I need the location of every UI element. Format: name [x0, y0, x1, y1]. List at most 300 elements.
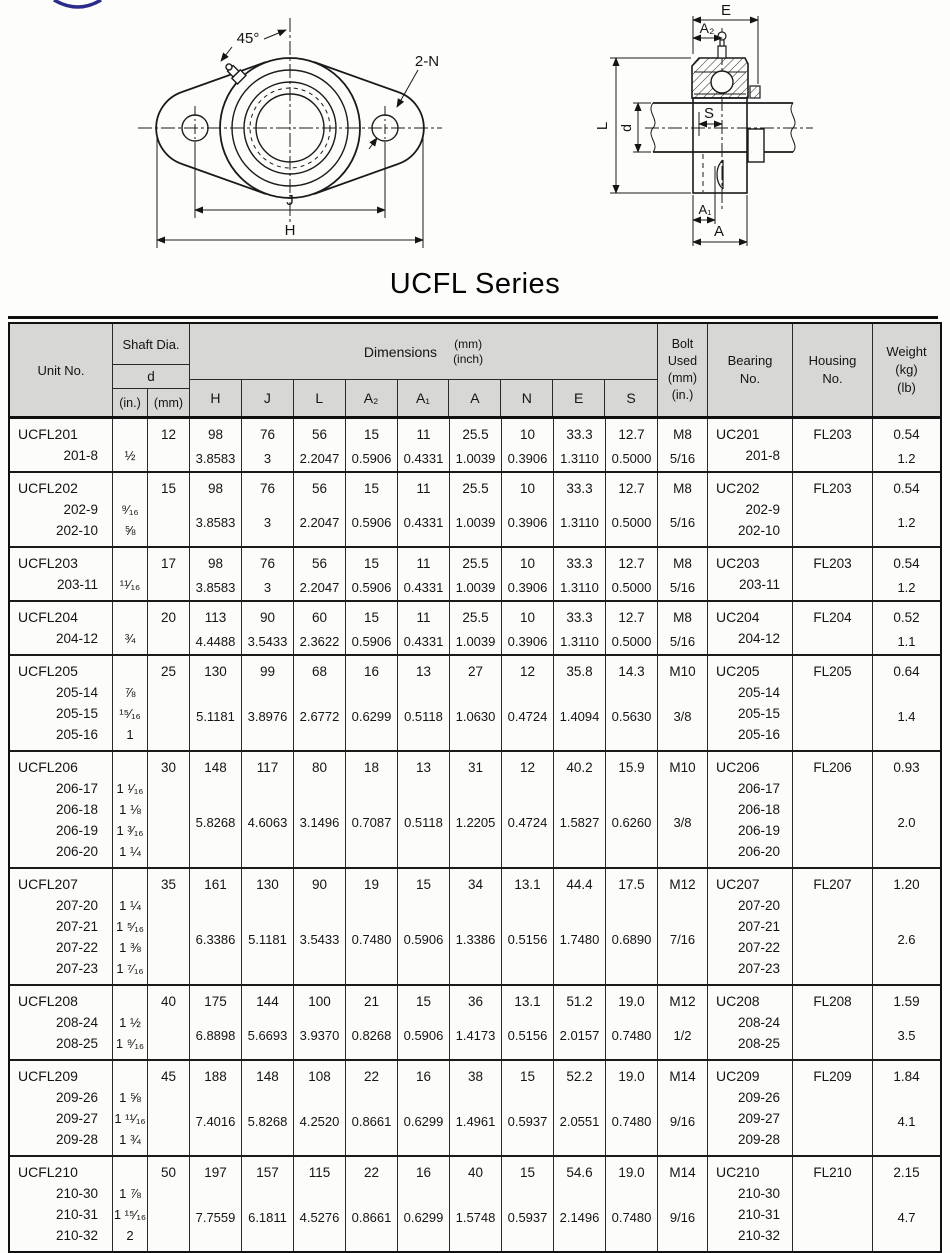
table-body	[10, 419, 940, 1251]
header-col-E: E	[553, 380, 605, 416]
dim-mm-value: 80	[311, 760, 328, 775]
unit-no-line: UCFL206	[18, 759, 78, 775]
cell-dim-A	[450, 656, 502, 750]
header-shaft-dia	[113, 324, 190, 416]
cell-unit-no	[10, 1157, 113, 1251]
header-bolt-line: (mm)	[667, 371, 698, 385]
cell-dim-N	[502, 1061, 554, 1155]
bearing-no-line: 203-11	[738, 577, 780, 592]
dim-inch-value: 0.8661	[351, 1209, 392, 1225]
dim-inch-value: 0.5000	[611, 579, 652, 595]
cell-dim-L	[294, 602, 346, 654]
dim-mm-value: 117	[256, 760, 279, 775]
cell-dim-L	[294, 986, 346, 1059]
bearing-no-line: UC210	[716, 1164, 760, 1180]
dim-inch-value: 1.4094	[559, 708, 600, 724]
dim-mm-value: 19	[363, 877, 380, 892]
dim-inch-value: 1.3110	[560, 450, 599, 466]
dim-mm-value: 12	[519, 664, 536, 679]
cell-dim-L	[294, 869, 346, 984]
dim-inch-value: 3.5433	[247, 633, 288, 649]
dim-l-label: L	[594, 121, 611, 131]
bearing-no-line: 207-22	[737, 940, 780, 955]
dim-mm-value: 161	[204, 877, 227, 892]
dim-inch-value: 2.2047	[299, 450, 340, 466]
cell-dim-A₁	[398, 548, 450, 600]
cell-dim-A	[450, 419, 502, 471]
dim-mm-value: 15	[363, 556, 380, 571]
shaft-in-value: ⅝	[124, 523, 136, 538]
bolt-mm-value: M10	[669, 760, 696, 775]
bolt-in-value: 5/16	[669, 633, 696, 649]
weight-kg-value: 2.15	[893, 1165, 920, 1180]
side-view-drawing	[595, 2, 925, 268]
cell-dim-N	[502, 419, 554, 471]
shaft-mm-value: 50	[160, 1165, 177, 1180]
shaft-in-value: 1 ¹⁵⁄₁₆	[113, 1207, 147, 1222]
dim-inch-value: 0.7480	[611, 1028, 652, 1043]
unit-no-line: UCFL204	[18, 609, 78, 625]
dim-mm-value: 40.2	[566, 760, 593, 775]
dim-inch-value: 2.2047	[299, 579, 340, 595]
cell-dim-S	[606, 548, 658, 600]
shaft-in-value	[113, 874, 147, 895]
cell-dim-S	[606, 1061, 658, 1155]
housing-no-value: FL209	[813, 1069, 852, 1084]
unit-no-line: 206-20	[55, 844, 98, 859]
dim-mm-value: 13.1	[514, 994, 541, 1009]
table-row	[10, 419, 940, 471]
cell-bearing-no	[708, 419, 793, 471]
dim-inch-value: 0.6299	[403, 1113, 444, 1129]
dim-mm-value: 19.0	[618, 1165, 645, 1180]
dim-inch-value: 5.1181	[196, 708, 235, 724]
dim-a-label: A	[713, 223, 725, 240]
cell-shaft-mm	[148, 419, 190, 471]
header-bolt-line: (in.)	[671, 388, 694, 402]
dim-inch-value: 0.3906	[507, 450, 548, 466]
cell-dim-J	[242, 1157, 294, 1251]
cell-dim-J	[242, 986, 294, 1059]
cell-dim-N	[502, 869, 554, 984]
shaft-mm-value: 40	[160, 994, 177, 1009]
bearing-no-line: 206-17	[737, 781, 780, 796]
cell-dim-L	[294, 548, 346, 600]
header-bolt-used	[658, 324, 708, 416]
table-row	[10, 867, 940, 984]
dim-inch-value: 2.0157	[559, 1028, 600, 1043]
shaft-in-value: 1 ¾	[119, 1132, 141, 1147]
dim-inch-value: 2.3622	[299, 633, 340, 649]
header-bolt-line: Bolt	[671, 337, 694, 351]
cell-dim-H	[190, 986, 242, 1059]
dim-mm-value: 188	[204, 1069, 227, 1084]
unit-no-line: 207-22	[55, 940, 98, 955]
bolt-mm-value: M12	[669, 994, 696, 1009]
bolt-mm-value: M12	[669, 877, 696, 892]
dim-inch-value: 0.7480	[351, 932, 392, 947]
cell-dim-N	[502, 548, 554, 600]
bearing-no-line: UC203	[716, 555, 760, 571]
unit-no-line: 209-28	[55, 1132, 98, 1147]
dim-inch-value: 0.6299	[403, 1209, 444, 1225]
cell-bolt-used	[658, 602, 708, 654]
table-row	[10, 654, 940, 750]
cell-shaft-mm	[148, 1157, 190, 1251]
bolt-mm-value: M8	[673, 610, 692, 625]
cell-dim-E	[554, 986, 606, 1059]
bearing-no-line: UC201	[716, 426, 760, 442]
dim-mm-value: 12.7	[618, 427, 645, 442]
weight-lb-value: 1.2	[897, 450, 916, 466]
dim-mm-value: 54.6	[566, 1165, 593, 1180]
shaft-mm-value: 15	[160, 481, 177, 496]
cell-shaft-mm	[148, 1061, 190, 1155]
dim-inch-value: 0.5906	[351, 579, 392, 595]
weight-kg-value: 0.64	[893, 664, 920, 679]
housing-no-value: FL210	[813, 1165, 852, 1180]
cell-shaft-mm	[148, 602, 190, 654]
cell-dim-A₁	[398, 602, 450, 654]
shaft-mm-value: 35	[160, 877, 177, 892]
cell-weight	[873, 986, 940, 1059]
dim-inch-value: 1.5748	[455, 1209, 496, 1225]
shaft-in-value: 2	[126, 1228, 134, 1243]
cell-shaft-mm	[148, 473, 190, 546]
bolt-in-value: 7/16	[669, 932, 696, 947]
dim-inch-value: 1.7480	[559, 932, 600, 947]
dim-mm-value: 15	[363, 610, 380, 625]
cell-dim-J	[242, 656, 294, 750]
dim-mm-value: 144	[256, 994, 279, 1009]
cell-dim-A	[450, 548, 502, 600]
shaft-in-value	[113, 424, 147, 445]
dim-inch-value: 0.5118	[404, 708, 443, 724]
dim-mm-value: 10	[519, 427, 536, 442]
cell-unit-no	[10, 548, 113, 600]
table-row	[10, 750, 940, 867]
dim-mm-value: 15.9	[618, 760, 645, 775]
dim-mm-value: 148	[256, 1069, 279, 1084]
dim-inch-value: 0.5000	[611, 515, 652, 530]
cell-bearing-no	[708, 1061, 793, 1155]
cell-dim-A₂	[346, 1157, 398, 1251]
cell-housing-no	[793, 473, 873, 546]
dim-mm-value: 99	[259, 664, 276, 679]
weight-lb-value: 2.6	[897, 932, 916, 947]
dim-mm-value: 10	[519, 610, 536, 625]
unit-no-line: 210-31	[55, 1207, 98, 1222]
weight-lb-value: 1.4	[897, 708, 916, 724]
dim-inch-value: 0.4331	[403, 450, 444, 466]
dim-inch-value: 0.3906	[507, 579, 548, 595]
cell-shaft-mm	[148, 869, 190, 984]
bearing-no-line: UC204	[716, 609, 760, 625]
weight-lb-value: 1.2	[897, 515, 916, 530]
table-row	[10, 546, 940, 600]
cell-housing-no	[793, 752, 873, 867]
cell-dim-H	[190, 1061, 242, 1155]
cell-dim-J	[242, 548, 294, 600]
dim-inch-value: 3.9370	[299, 1028, 340, 1043]
shaft-in-value: ⁹⁄₁₆	[121, 502, 139, 517]
dim-mm-value: 22	[363, 1165, 380, 1180]
dim-s-label: S	[703, 105, 715, 122]
header-col-A2: A₂	[346, 380, 398, 416]
cell-weight	[873, 548, 940, 600]
cell-shaft-in	[113, 869, 148, 984]
cell-dim-L	[294, 656, 346, 750]
dim-mm-value: 40	[467, 1165, 484, 1180]
dim-mm-value: 25.5	[462, 556, 489, 571]
cell-dim-A	[450, 473, 502, 546]
cell-shaft-in	[113, 986, 148, 1059]
unit-no-line: 202-9	[63, 502, 98, 517]
cell-dim-A₂	[346, 1061, 398, 1155]
dim-mm-value: 15	[415, 994, 432, 1009]
dim-mm-value: 157	[256, 1165, 279, 1180]
cell-dim-A₂	[346, 752, 398, 867]
header-housing-no	[793, 324, 873, 416]
cell-dim-A₁	[398, 986, 450, 1059]
housing-no-value: FL204	[813, 610, 852, 625]
cell-dim-A₁	[398, 1157, 450, 1251]
bearing-no-line: 201-8	[745, 448, 780, 463]
weight-kg-value: 0.93	[893, 760, 920, 775]
shaft-mm-value: 12	[160, 427, 177, 442]
dim-inch-value: 0.4331	[403, 633, 444, 649]
dim-mm-value: 76	[259, 481, 276, 496]
dim-mm-value: 33.3	[566, 556, 593, 571]
housing-no-value: FL206	[813, 760, 852, 775]
bearing-no-line: 204-12	[737, 631, 780, 646]
dim-mm-value: 100	[308, 994, 331, 1009]
bolt-in-value: 5/16	[669, 579, 696, 595]
dim-inch-value: 0.4331	[403, 515, 444, 530]
header-weight	[873, 324, 940, 416]
dim-mm-value: 15	[363, 427, 380, 442]
cell-shaft-in	[113, 419, 148, 471]
shaft-mm-value: 25	[160, 664, 177, 679]
bearing-no-line: 208-24	[737, 1015, 780, 1030]
dim-inch-value: 1.0039	[455, 579, 496, 595]
cell-dim-A₁	[398, 473, 450, 546]
cell-dim-J	[242, 473, 294, 546]
dim-mm-value: 56	[311, 481, 328, 496]
dim-mm-value: 33.3	[566, 427, 593, 442]
cell-bearing-no	[708, 1157, 793, 1251]
bolt-in-value: 1/2	[673, 1028, 692, 1043]
bearing-no-line: 209-26	[737, 1090, 780, 1105]
bearing-no-line: 208-25	[737, 1036, 780, 1051]
dim-mm-value: 19.0	[618, 1069, 645, 1084]
shaft-in-value: 1 ½	[119, 1015, 141, 1030]
cell-dim-A₂	[346, 656, 398, 750]
dim-inch-value: 1.3110	[560, 515, 599, 530]
header-shaft-dia-label: Shaft Dia.	[113, 324, 189, 365]
shaft-mm-value: 20	[160, 610, 177, 625]
dim-mm-value: 12	[519, 760, 536, 775]
cell-housing-no	[793, 869, 873, 984]
weight-kg-value: 1.59	[893, 994, 920, 1009]
unit-no-line: 206-17	[55, 781, 98, 796]
dim-inch-value: 4.6063	[247, 815, 288, 830]
cell-dim-H	[190, 473, 242, 546]
dim-inch-value: 2.2047	[299, 515, 340, 530]
cell-unit-no	[10, 986, 113, 1059]
header-mm-unit: (mm)	[153, 395, 184, 410]
bearing-no-line: 209-27	[737, 1111, 780, 1126]
cell-unit-no	[10, 752, 113, 867]
cell-weight	[873, 656, 940, 750]
dim-mm-value: 33.3	[566, 610, 593, 625]
dim-inch-value: 0.5156	[507, 932, 548, 947]
cell-dim-N	[502, 1157, 554, 1251]
shaft-in-value: 1 ⅜	[119, 940, 141, 955]
weight-lb-value: 3.5	[897, 1028, 916, 1043]
unit-no-line: 202-10	[55, 523, 98, 538]
dim-inch-value: 0.7480	[611, 1209, 652, 1225]
header-housing-line: Housing	[808, 353, 857, 368]
cell-dim-A₁	[398, 656, 450, 750]
header-weight-line: (lb)	[897, 380, 916, 395]
cell-shaft-mm	[148, 656, 190, 750]
bearing-no-line: 206-20	[737, 844, 780, 859]
housing-no-value: FL203	[813, 556, 852, 571]
bolt-in-value: 3/8	[673, 708, 692, 724]
bolt-in-value: 5/16	[669, 450, 696, 466]
bearing-no-line: UC206	[716, 759, 760, 775]
dim-mm-value: 13	[415, 760, 432, 775]
header-dimensions-label: Dimensions	[363, 343, 438, 360]
dim-mm-value: 197	[204, 1165, 227, 1180]
dim-mm-value: 16	[415, 1069, 432, 1084]
bearing-no-line: 206-19	[737, 823, 780, 838]
cell-weight	[873, 1157, 940, 1251]
bearing-no-line: UC202	[716, 480, 760, 496]
bearing-no-line: 202-9	[745, 502, 780, 517]
cell-dim-E	[554, 602, 606, 654]
shaft-in-value: ¾	[124, 631, 136, 646]
dim-mm-value: 33.3	[566, 481, 593, 496]
cell-dim-A₂	[346, 602, 398, 654]
header-housing-line: No.	[822, 371, 843, 386]
cell-dim-A₁	[398, 752, 450, 867]
dim-inch-value: 5.8268	[247, 1113, 288, 1129]
housing-no-value: FL207	[813, 877, 852, 892]
cell-dim-N	[502, 752, 554, 867]
header-col-H: H	[190, 380, 242, 416]
dim-inch-value: 0.5000	[611, 633, 652, 649]
cell-unit-no	[10, 602, 113, 654]
shaft-mm-value: 45	[160, 1069, 177, 1084]
dim-inch-value: 1.0039	[455, 450, 496, 466]
cell-dim-H	[190, 869, 242, 984]
dim-mm-value: 115	[308, 1165, 331, 1180]
unit-no-line: 206-18	[55, 802, 98, 817]
bearing-no-line: 209-28	[737, 1132, 780, 1147]
dim-inch-value: 6.3386	[195, 932, 236, 947]
dim-inch-value: 0.5906	[351, 450, 392, 466]
cell-shaft-in	[113, 473, 148, 546]
unit-no-line: 206-19	[55, 823, 98, 838]
cell-bearing-no	[708, 602, 793, 654]
unit-no-line: 207-20	[55, 898, 98, 913]
dim-inch-value: 0.4724	[507, 815, 548, 830]
bearing-no-line: 206-18	[737, 802, 780, 817]
dim-mm-value: 19.0	[618, 994, 645, 1009]
dim-mm-value: 130	[204, 664, 227, 679]
dim-mm-value: 113	[204, 610, 227, 625]
dim-inch-value: 3	[263, 579, 272, 595]
cell-dim-S	[606, 473, 658, 546]
cell-weight	[873, 473, 940, 546]
shaft-mm-value: 17	[160, 556, 177, 571]
cell-dim-E	[554, 473, 606, 546]
dim-inch-value: 0.7087	[351, 815, 392, 830]
bolt-in-value: 9/16	[669, 1113, 696, 1129]
cell-dim-A	[450, 1061, 502, 1155]
dim-mm-value: 10	[519, 481, 536, 496]
cell-dim-E	[554, 548, 606, 600]
dim-inch-value: 0.5937	[507, 1209, 548, 1225]
cell-shaft-in	[113, 656, 148, 750]
weight-lb-value: 4.1	[897, 1113, 916, 1129]
cell-bearing-no	[708, 752, 793, 867]
weight-kg-value: 0.54	[893, 427, 920, 442]
cell-bearing-no	[708, 986, 793, 1059]
bolt-mm-value: M14	[669, 1165, 696, 1180]
bearing-no-line: UC208	[716, 993, 760, 1009]
bolt-in-value: 9/16	[669, 1209, 696, 1225]
shaft-in-value: 1 ³⁄₁₆	[116, 823, 144, 838]
shaft-in-value: 1 ⅝	[119, 1090, 141, 1105]
weight-kg-value: 1.20	[893, 877, 920, 892]
shaft-in-value: 1 ⅞	[119, 1186, 141, 1201]
cell-dim-J	[242, 752, 294, 867]
dim-mm-value: 36	[467, 994, 484, 1009]
dim-inch-value: 0.5630	[611, 708, 652, 724]
dim-inch-value: 3.8583	[195, 579, 236, 595]
shaft-in-value: ¹⁵⁄₁₆	[119, 706, 141, 721]
angle-label: 45°	[236, 30, 260, 47]
dim-inch-value: 6.1811	[248, 1209, 287, 1225]
bolt-mm-value: M8	[673, 427, 692, 442]
dim-j-label: J	[286, 192, 294, 209]
bearing-no-line: 205-16	[737, 727, 780, 742]
dim-mm-value: 98	[207, 556, 224, 571]
unit-no-line: UCFL201	[18, 426, 78, 442]
dim-mm-value: 31	[467, 760, 484, 775]
cell-dim-N	[502, 602, 554, 654]
dim-inch-value: 0.5906	[403, 1028, 444, 1043]
cell-dim-A₂	[346, 473, 398, 546]
dim-inch-value: 1.4961	[455, 1113, 496, 1129]
cell-dim-H	[190, 656, 242, 750]
cell-bolt-used	[658, 419, 708, 471]
cell-dim-A	[450, 752, 502, 867]
cell-shaft-mm	[148, 986, 190, 1059]
cell-dim-A₂	[346, 548, 398, 600]
dim-inch-value: 6.8898	[195, 1028, 236, 1043]
dim-mm-value: 25.5	[462, 481, 489, 496]
header-unit-no	[10, 324, 113, 416]
cell-dim-J	[242, 419, 294, 471]
bearing-no-line: 210-30	[737, 1186, 780, 1201]
header-col-J: J	[242, 380, 294, 416]
cell-dim-E	[554, 1061, 606, 1155]
bearing-no-line: UC209	[716, 1068, 760, 1084]
